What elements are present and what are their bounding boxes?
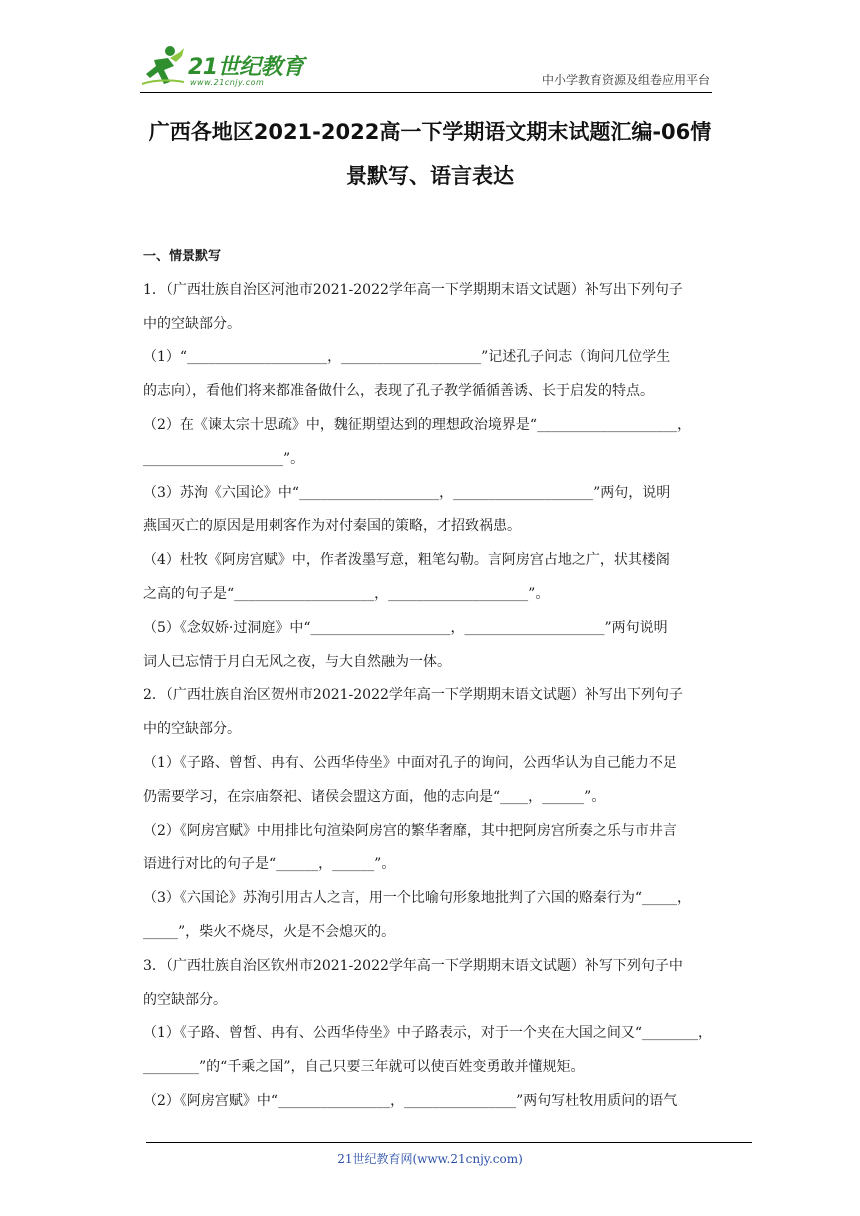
text-line: 3．（广西壮族自治区钦州市2021-2022学年高一下学期期末语文试题）补写下列句子中 [143,957,683,974]
text-line: （1）《子路、曾皙、冉有、公西华侍坐》中子路表示，对于一个夹在大国之间又“________， [143,1025,713,1042]
text-line: （2）在《谏太宗十思疏》中，魏征期望达到的理想政治境界是“____________________， [143,416,692,433]
logo-text: 21世纪教育 [188,55,304,80]
text-line: （4）杜牧《阿房宫赋》中，作者泼墨写意，粗笔勾勒。言阿房宫占地之广，状其楼阁 [143,552,670,569]
text-line: 2．（广西壮族自治区贺州市2021-2022学年高一下学期期末语文试题）补写出下列句子 [143,687,683,704]
logo [140,44,360,90]
header-platform-text: 中小学教育资源及组卷应用平台 [541,73,710,87]
logo-url: www.21cnjy.com [190,78,265,87]
text-line: （3）苏洵《六国论》中“____________________，____________________”两句，说明 [143,484,671,501]
text-line: （1）“____________________，____________________”记述孔子问志（询问几位学生 [143,349,671,366]
page-header [140,40,712,93]
text-line: 的志向），看他们将来都准备做什么，表现了孔子教学循循善诱、长于启发的特点。 [143,383,654,400]
text-line: 1．（广西壮族自治区河池市2021-2022学年高一下学期期末语文试题）补写出下列句子 [143,281,683,298]
text-line: （5）《念奴娇·过洞庭》中“____________________，____________________”两句说明 [143,619,668,636]
question-lines [143,274,715,1119]
text-line: 中的空缺部分。 [143,315,241,332]
footer-text: 21世纪教育网(www.21cnjy.com) [337,1152,523,1166]
section-heading: 一、情景默写 [143,249,222,264]
text-line: 仍需要学习，在宗庙祭祀、诸侯会盟这方面，他的志向是“____，______”。 [143,788,606,805]
document-body [143,240,715,1119]
title-line-2: 景默写、语言表达 [346,164,514,188]
title-line-1: 广西各地区2021-2022高一下学期语文期末试题汇编-06情 [148,120,712,144]
text-line: 的空缺部分。 [143,991,227,1008]
text-line: （1）《子路、曾皙、冉有、公西华侍坐》中面对孔子的询问，公西华认为自己能力不足 [143,754,677,771]
text-line: _____”，柴火不烧尽，火是不会熄灭的。 [143,923,396,940]
text-line: 之高的句子是“____________________，____________________”。 [143,585,550,602]
text-line: 词人已忘情于月白无风之夜，与大自然融为一体。 [143,653,451,670]
text-line: （2）《阿房宫赋》中用排比句渲染阿房宫的繁华奢靡，其中把阿房宫所奏之乐与市井言 [143,822,677,839]
text-line: （2）《阿房宫赋》中“________________，________________”两句写杜牧用质问的语气 [143,1092,678,1109]
text-line: 中的空缺部分。 [143,721,241,738]
text-line: 燕国灭亡的原因是用刺客作为对付秦国的策略，才招致祸患。 [143,518,521,535]
text-line: ____________________”。 [143,450,305,467]
text-line: ________”的“千乘之国”，自己只要三年就可以使百姓变勇敢并懂规矩。 [143,1059,585,1076]
runner-logo-icon [140,44,186,88]
page-title [140,110,720,198]
text-line: 语进行对比的句子是“______，______”。 [143,856,396,873]
footer-divider [146,1142,752,1143]
text-line: （3）《六国论》苏洵引用古人之言，用一个比喻句形象地批判了六国的赂秦行为“_____， [143,890,692,907]
